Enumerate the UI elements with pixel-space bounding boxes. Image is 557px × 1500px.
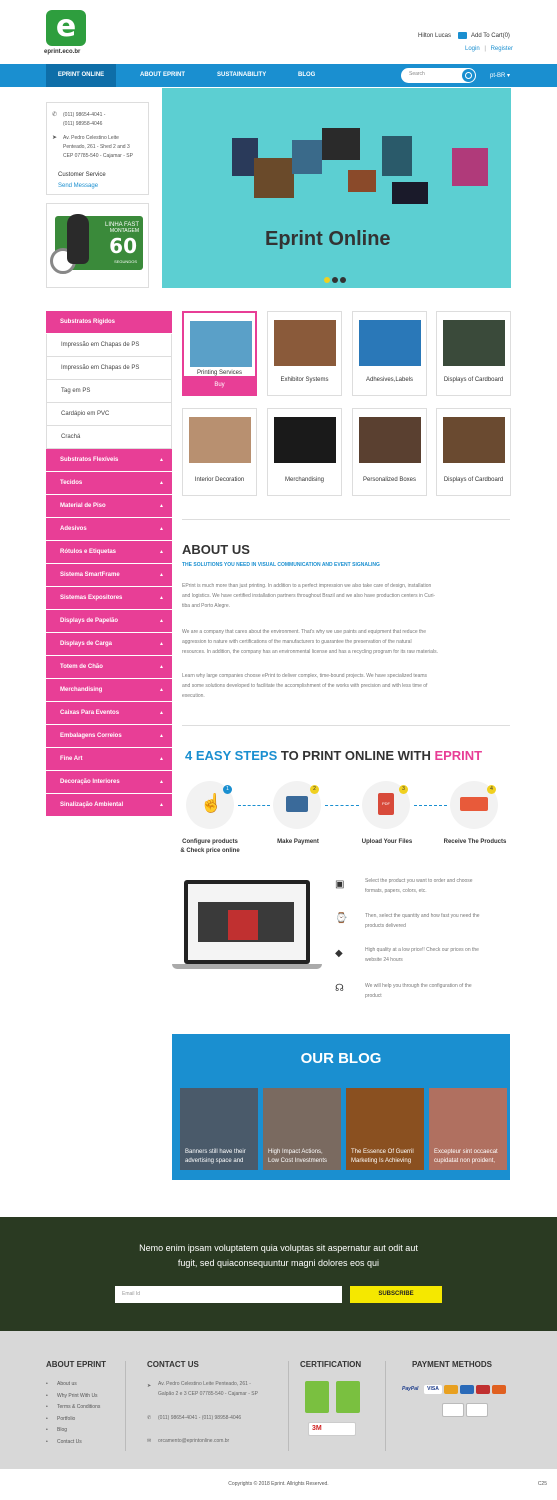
chevron-up-icon: ▲ <box>159 480 164 486</box>
product-card[interactable] <box>267 311 342 396</box>
product-card[interactable] <box>352 408 427 496</box>
security-seal-icon <box>442 1403 464 1417</box>
step-1-label <box>170 838 250 856</box>
category-item[interactable] <box>46 725 172 748</box>
send-message-link[interactable]: Send Message <box>58 183 99 189</box>
feature-3 <box>365 945 515 965</box>
search-input[interactable] <box>401 68 476 83</box>
step-4-label: Receive The Products <box>443 839 507 845</box>
corner-label: C25 <box>537 1481 547 1487</box>
blog-post-title-line: High Impact Actions, <box>268 1149 323 1155</box>
newsletter-text <box>0 1241 557 1271</box>
product-image <box>359 417 421 463</box>
price-tag-icon: ◆ <box>335 948 343 959</box>
hero-slider[interactable] <box>162 88 511 288</box>
headset-icon: ☊ <box>335 983 344 994</box>
about-p1-line: and logistics. We have certified installation partners throughout Brazil and we also have production centers in Curi- <box>182 593 436 599</box>
box-image <box>322 128 360 160</box>
feature-4 <box>365 981 515 1001</box>
feature-1 <box>365 876 515 896</box>
blog-post-caption <box>351 1148 421 1166</box>
category-item[interactable] <box>46 541 172 564</box>
bullet-icon: • <box>46 1415 48 1422</box>
logo-icon[interactable]: e <box>46 10 86 46</box>
feature-3-line-2: website 24 hours <box>365 957 403 963</box>
feature-4-line-2: product <box>365 993 382 999</box>
newsletter-section <box>0 1217 557 1331</box>
chevron-up-icon: ▲ <box>159 756 164 762</box>
category-item[interactable] <box>46 334 172 357</box>
about-p1-line: EPrint is much more than just printing. In addition to a perfect impression we also take care of design, installation <box>182 583 432 589</box>
steps-title-a: 4 EASY STEPS <box>185 748 278 763</box>
printer-panel <box>228 910 258 940</box>
chevron-up-icon: ▲ <box>159 618 164 624</box>
email-placeholder: Email Id <box>122 1291 141 1297</box>
product-label: Displays of Cardboard <box>443 477 504 483</box>
wallet-icon <box>286 796 308 812</box>
category-label: Impressão em Chapas de PS <box>61 342 140 348</box>
product-label: Adhesives,Labels <box>365 377 414 383</box>
category-item[interactable] <box>46 633 172 656</box>
category-item[interactable] <box>46 357 172 380</box>
email-input[interactable] <box>115 1286 342 1303</box>
category-item[interactable] <box>46 748 172 771</box>
category-item[interactable] <box>46 679 172 702</box>
category-label: Merchandising <box>60 687 103 693</box>
security-seal-icon <box>466 1403 488 1417</box>
pdf-icon: PDF <box>378 793 394 815</box>
laptop-display <box>188 884 306 960</box>
blog-post-caption <box>434 1148 504 1166</box>
footer-address-line-2: Galpão 2 e 3 CEP 07785-540 - Cajamar - SP <box>158 1391 258 1397</box>
phone-icon: ✆ <box>147 1415 152 1421</box>
promo-line-2: MONTAGEM <box>109 228 139 234</box>
box-image <box>292 140 322 174</box>
blog-post-title-line: advertising space and <box>185 1158 244 1164</box>
paypal-icon: PayPal <box>402 1386 419 1392</box>
feature-1-line-1: Select the product you want to order and choose <box>365 878 473 884</box>
box-image <box>348 170 376 192</box>
category-label: Decoração Interiores <box>60 779 120 785</box>
category-label: Impressão em Chapas de PS <box>61 365 140 371</box>
product-label: Printing Services <box>196 370 243 376</box>
steps-title <box>185 748 482 763</box>
blog-title: OUR BLOG <box>300 1050 382 1067</box>
footer-link[interactable]: Blog <box>57 1427 68 1433</box>
step-1-label-line-1: Configure products <box>182 839 238 845</box>
footer-address <box>158 1379 258 1399</box>
feature-2 <box>365 911 515 931</box>
category-item[interactable] <box>46 610 172 633</box>
step-4-circle <box>450 781 498 829</box>
step-3-label: Upload Your Files <box>361 839 413 845</box>
product-label: Interior Decoration <box>194 477 245 483</box>
laptop-image <box>172 880 322 972</box>
penguin-icon <box>67 214 89 264</box>
category-label: Embalagens Correios <box>60 733 122 739</box>
card-icon <box>492 1385 506 1394</box>
product-label: Personalized Boxes <box>362 477 417 483</box>
email-icon: ✉ <box>147 1438 152 1444</box>
blog-post-title-line: Excepteur sint occaecat <box>434 1149 498 1155</box>
chevron-up-icon: ▲ <box>159 710 164 716</box>
step-arrow <box>414 805 447 806</box>
promo-text <box>105 222 139 234</box>
chevron-up-icon: ▲ <box>159 549 164 555</box>
chevron-up-icon: ▲ <box>159 733 164 739</box>
bullet-icon: • <box>46 1427 48 1433</box>
slider-dot-1[interactable] <box>324 277 330 283</box>
promo-number: 60 <box>109 234 137 258</box>
category-label: Cardápio em PVC <box>61 411 110 417</box>
contact-address-3: CEP 07785-540 - Cajamar - SP <box>63 153 133 159</box>
product-card[interactable] <box>267 408 342 496</box>
subscribe-button[interactable]: SUBSCRIBE <box>350 1286 442 1303</box>
search-placeholder: Search <box>409 71 425 77</box>
category-label: Rótulos e Etiquetas <box>60 549 117 555</box>
footer-about-heading: ABOUT EPRINT <box>46 1360 106 1369</box>
blog-post[interactable] <box>429 1088 507 1170</box>
cert-badge-2 <box>336 1381 360 1413</box>
category-label: Displays de Papelão <box>60 618 119 624</box>
newsletter-line-1: Nemo enim ipsam voluptatem quia voluptas sit aspernatur aut odit aut <box>139 1243 418 1253</box>
cart-icon <box>458 32 467 39</box>
blog-post-title-line: The Essence Of Guerril <box>351 1149 414 1155</box>
about-p1-line: tiba and Porto Alegre. <box>182 603 231 609</box>
about-p2-line: aggression to nature with certifications of the manufacturers to guarantee the preservation of the natural <box>182 639 412 645</box>
category-item[interactable] <box>46 426 172 449</box>
about-title: ABOUT US <box>182 542 250 557</box>
feature-2-line-1: Then, select the quantity and how fast you need the <box>365 913 480 919</box>
product-card[interactable] <box>182 408 257 496</box>
phone-icon: ✆ <box>52 112 58 118</box>
nav-sustainability[interactable]: SUSTAINABILITY <box>217 72 267 78</box>
category-item[interactable] <box>46 564 172 587</box>
category-label: Fine Art <box>60 756 83 762</box>
cart-link[interactable] <box>458 32 510 39</box>
category-label: Substratos Rígidos <box>60 319 116 325</box>
product-image <box>190 321 252 367</box>
location-icon: ➤ <box>147 1383 152 1389</box>
product-card[interactable] <box>436 311 511 396</box>
category-item[interactable] <box>46 656 172 679</box>
divider <box>182 519 510 520</box>
product-card[interactable] <box>352 311 427 396</box>
step-1-number: 1 <box>223 785 232 794</box>
product-image <box>443 320 505 366</box>
chevron-up-icon: ▲ <box>159 457 164 463</box>
footer-link[interactable]: About us <box>57 1381 77 1387</box>
chevron-up-icon: ▲ <box>159 572 164 578</box>
about-p3-line: and some solutions developed to facilitate the accomplishment of the works with precision and with less time of <box>182 683 428 689</box>
footer-link[interactable]: Portfolio <box>57 1415 76 1422</box>
chevron-up-icon: ▲ <box>159 664 164 670</box>
blog-post-title-line: cupidatat non proident, <box>434 1158 496 1164</box>
bullet-icon: • <box>46 1404 48 1410</box>
step-2-number: 2 <box>310 785 319 794</box>
register-link[interactable]: Register <box>490 46 513 52</box>
category-label: Sistemas Expositores <box>60 595 123 601</box>
divider <box>182 725 510 726</box>
footer-divider <box>125 1361 126 1451</box>
box-image <box>382 136 412 176</box>
visa-icon: VISA <box>424 1385 442 1394</box>
category-item[interactable] <box>46 794 172 817</box>
about-subtitle: THE SOLUTIONS YOU NEED IN VISUAL COMMUNICATION AND EVENT SIGNALING <box>182 562 380 568</box>
step-arrow <box>325 805 359 806</box>
blog-post-title-line: Banners still have their <box>185 1149 246 1155</box>
product-card[interactable] <box>436 408 511 496</box>
product-label: Displays of Cardboard <box>443 377 504 383</box>
bullet-icon: • <box>46 1438 48 1445</box>
cart-label: Add To Cart(0) <box>471 33 510 40</box>
bullet-icon: • <box>46 1381 48 1387</box>
login-link[interactable]: Login <box>465 46 480 52</box>
chevron-up-icon: ▲ <box>159 779 164 785</box>
category-item[interactable] <box>46 311 172 334</box>
search-icon[interactable] <box>462 69 475 82</box>
slider-dot-2[interactable] <box>332 277 338 283</box>
box-icon: ▣ <box>335 879 345 890</box>
footer <box>0 1331 557 1469</box>
footer-divider <box>288 1361 289 1451</box>
laptop-screen <box>184 880 310 964</box>
category-item[interactable] <box>46 518 172 541</box>
box-image <box>254 158 294 198</box>
steps-title-b: TO PRINT ONLINE WITH <box>277 748 435 763</box>
hand-icon: ☝ <box>200 793 223 813</box>
step-1-circle <box>186 781 234 829</box>
product-label: Exhibitor Systems <box>280 377 329 383</box>
category-item[interactable] <box>46 587 172 610</box>
buy-button[interactable]: Buy <box>184 376 255 394</box>
footer-email[interactable]: orcamento@eprintonline.com.br <box>158 1438 230 1444</box>
category-item[interactable] <box>46 771 172 794</box>
footer-link[interactable]: Contact Us <box>57 1438 82 1445</box>
product-image <box>189 417 251 463</box>
steps-title-c: EPRINT <box>434 748 483 763</box>
user-name[interactable]: Hilton Lucas <box>418 33 452 39</box>
chevron-up-icon: ▲ <box>159 641 164 647</box>
category-label: Caixas Para Eventos <box>60 710 120 716</box>
slider-title: Eprint Online <box>265 228 391 250</box>
about-paragraph-3 <box>182 671 510 701</box>
box-image <box>392 182 428 204</box>
category-item[interactable] <box>46 702 172 725</box>
location-icon: ➤ <box>52 135 58 141</box>
footer-cert-heading: CERTIFICATION <box>300 1360 362 1369</box>
category-item[interactable] <box>46 403 172 426</box>
auth-links <box>465 46 513 52</box>
footer-contact-heading: CONTACT US <box>147 1360 199 1369</box>
nav-about-eprint[interactable]: ABOUT EPRINT <box>140 72 185 78</box>
promo-banner[interactable] <box>46 203 149 288</box>
product-image <box>274 320 336 366</box>
blog-post[interactable] <box>346 1088 424 1170</box>
nav-eprint-online[interactable]: EPRINT ONLINE <box>46 64 116 87</box>
chevron-up-icon: ▲ <box>159 595 164 601</box>
newsletter-line-2: fugit, sed quiaconsequuntur magni dolores eos qui <box>177 1258 380 1268</box>
category-label: Substratos Flexíveis <box>60 457 119 463</box>
customer-service-label: Customer Service <box>58 172 106 178</box>
footer-divider <box>385 1361 386 1451</box>
category-item[interactable] <box>46 495 172 518</box>
step-4-number: 4 <box>487 785 496 794</box>
blog-section <box>172 1034 510 1180</box>
copyright-text: Copyrights © 2018 Eprint. Allrights Reserved. <box>228 1481 329 1487</box>
about-p2-line: resources. In addition, the company has an environmental license and has a recycling program for its raw materials. <box>182 649 438 655</box>
category-label: Material de Piso <box>60 503 106 509</box>
step-3-circle <box>362 781 410 829</box>
truck-icon <box>460 797 488 811</box>
blog-post-caption <box>185 1148 255 1166</box>
contact-phone-1: (011) 98654-4041 - <box>63 112 106 118</box>
feature-3-line-1: High quality at a low price!! Check our prices on the <box>365 947 479 953</box>
card-icon <box>476 1385 490 1394</box>
auth-separator: | <box>484 46 486 52</box>
category-label: Sinalização Ambiental <box>60 802 124 808</box>
category-list <box>46 311 172 817</box>
footer-address-line-1: Av. Pedro Celestino Leite Penteado, 261 - <box>158 1381 251 1387</box>
category-label: Adesivos <box>60 526 87 532</box>
product-image <box>359 320 421 366</box>
feature-4-line-1: We will help you through the configuration of the <box>365 983 472 989</box>
category-item[interactable] <box>46 380 172 403</box>
cert-3m-text: 3M <box>312 1425 322 1432</box>
category-label: Displays de Carga <box>60 641 113 647</box>
blog-post-title-line: Marketing Is Achieving <box>351 1158 412 1164</box>
category-label: Tecidos <box>60 480 83 486</box>
promo-line-1: LINHA FAST <box>104 222 139 228</box>
contact-box <box>46 102 149 195</box>
category-label: Sistema SmartFrame <box>60 572 120 578</box>
slider-dots <box>324 270 348 288</box>
about-p3-line: Learn why large companies choose ePrint to deliver complex, time-bound projects. We have specialized teams <box>182 673 428 679</box>
watch-icon: ⌚ <box>335 913 348 924</box>
feature-1-line-2: formats, papers, colors, etc. <box>365 888 427 894</box>
chevron-up-icon: ▲ <box>159 802 164 808</box>
about-paragraph-2 <box>182 627 510 657</box>
category-item[interactable] <box>46 472 172 495</box>
contact-phone-2: (011) 98958-4046 <box>63 121 103 127</box>
category-label: Crachá <box>61 434 81 440</box>
about-p3-line: execution. <box>182 693 205 699</box>
blog-post-title-line: Low Cost Investments <box>268 1158 328 1164</box>
step-1-label-line-2: & Check price online <box>180 848 240 854</box>
about-p2-line: We are a company that cares about the environment. That's why we use paints and equipment that reduce the <box>182 629 426 635</box>
box-image <box>452 148 488 186</box>
footer-payment-heading: PAYMENT METHODS <box>412 1360 493 1369</box>
laptop-base <box>172 964 322 969</box>
logo-text[interactable]: eprint.eco.br <box>44 49 81 55</box>
footer-phones: (011) 98654-4041 - (011) 98958-4046 <box>158 1415 242 1421</box>
category-label: Totem de Chão <box>60 664 103 670</box>
chevron-up-icon: ▲ <box>159 503 164 509</box>
copyright-bar <box>0 1469 557 1500</box>
mastercard-icon <box>444 1385 458 1394</box>
blog-post[interactable] <box>263 1088 341 1170</box>
category-label: Tag em PS <box>61 388 91 394</box>
footer-link[interactable]: Terms & Conditions <box>57 1404 101 1410</box>
contact-address-2: Penteado, 261 - Shed 2 and 3 <box>63 144 130 150</box>
bullet-icon: • <box>46 1392 48 1399</box>
cert-badge-1 <box>305 1381 329 1413</box>
product-card[interactable] <box>182 311 257 396</box>
cert-3m-badge <box>308 1422 356 1436</box>
contact-address-1: Av. Pedro Celestino Leite <box>63 135 119 141</box>
step-3-number: 3 <box>399 785 408 794</box>
product-image <box>274 417 336 463</box>
step-2-label: Make Payment <box>277 839 319 845</box>
product-label: Merchandising <box>284 477 325 483</box>
slider-dot-3[interactable] <box>340 277 346 283</box>
about-paragraph-1 <box>182 581 510 611</box>
blog-post[interactable] <box>180 1088 258 1170</box>
promo-line-3: SEGUNDOS <box>114 259 137 264</box>
chevron-up-icon: ▲ <box>159 687 164 693</box>
product-image <box>443 417 505 463</box>
step-2-circle <box>273 781 321 829</box>
footer-link[interactable]: Why Print With Us <box>57 1392 98 1399</box>
chevron-up-icon: ▲ <box>159 526 164 532</box>
amex-icon <box>460 1385 474 1394</box>
feature-2-line-2: products delivered <box>365 923 406 929</box>
blog-post-caption <box>268 1148 338 1166</box>
nav-blog[interactable]: BLOG <box>298 72 316 78</box>
language-select[interactable]: pt-BR ▾ <box>490 73 511 79</box>
step-arrow <box>238 805 270 806</box>
category-item[interactable] <box>46 449 172 472</box>
